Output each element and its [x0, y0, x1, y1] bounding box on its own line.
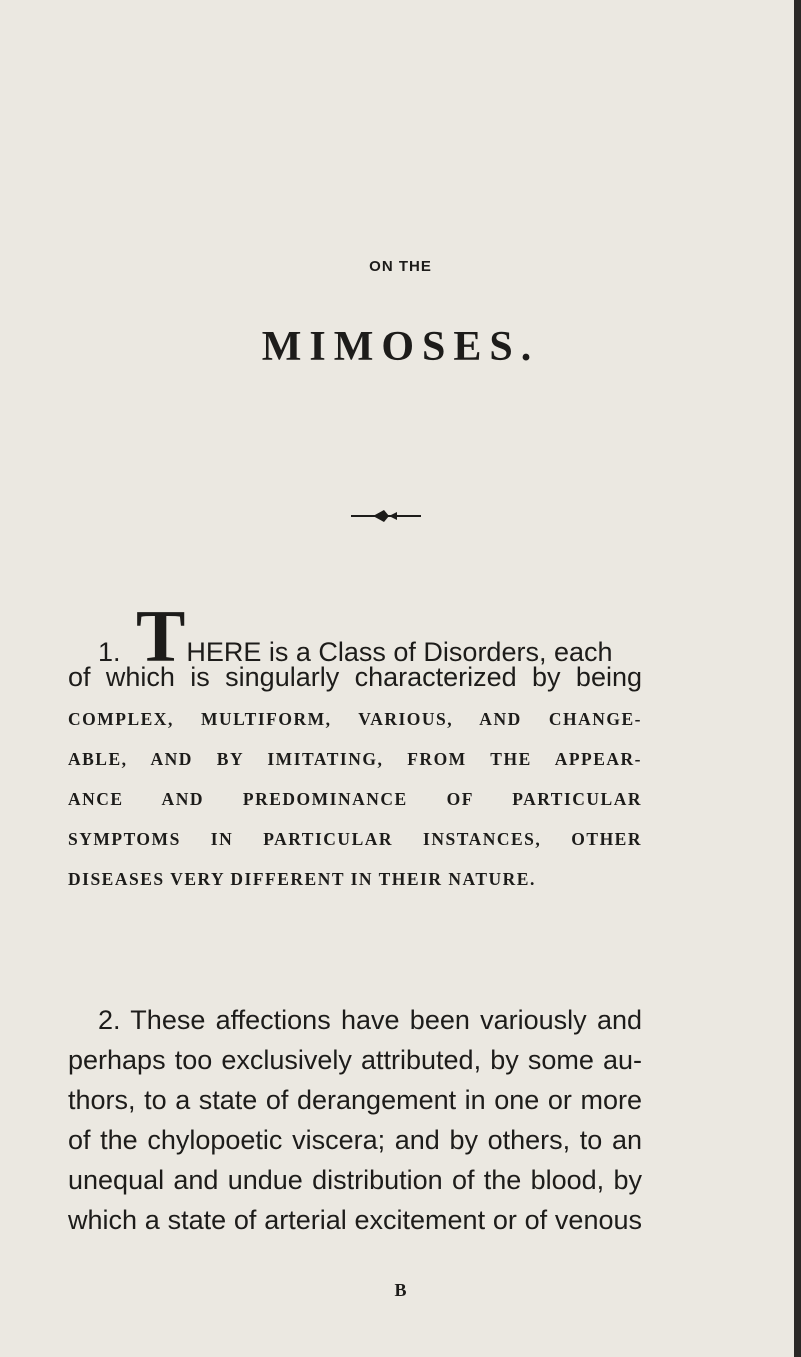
body-line: of the chylopoetic viscera; and by others, to an: [68, 1125, 642, 1155]
caps-line: SYMPTOMS IN PARTICULAR INSTANCES, OTHER: [68, 829, 642, 849]
body-line: perhaps too exclusively attributed, by some au-: [68, 1045, 642, 1075]
page-edge-shadow: [794, 0, 801, 1357]
caps-line: COMPLEX, MULTIFORM, VARIOUS, AND CHANGE-: [68, 709, 642, 729]
heading-prefix: ON THE: [369, 258, 432, 275]
paragraph-number: 1.: [98, 637, 121, 667]
caps-line: DISEASES VERY DIFFERENT IN THEIR NATURE.: [68, 869, 536, 889]
body-line: thors, to a state of derangement in one or more: [68, 1085, 642, 1115]
paragraph-1-second-line: of which is singularly characterized by being: [68, 662, 642, 692]
page-title: MIMOSES.: [261, 324, 540, 370]
paragraph-2: [68, 1000, 642, 1240]
signature-mark: B: [394, 1280, 407, 1300]
body-line: unequal and undue distribution of the blood, by: [68, 1165, 642, 1195]
drop-cap: T: [136, 596, 186, 678]
paragraph-1: [68, 596, 642, 899]
first-line-text: HERE is a Class of Disorders, each: [186, 637, 613, 667]
caps-line: ABLE, AND BY IMITATING, FROM THE APPEAR-: [68, 749, 642, 769]
small-caps-block: [68, 699, 642, 899]
body-line: which a state of arterial excitement or of venous: [68, 1205, 642, 1235]
printer-ornament-icon: [351, 508, 421, 524]
caps-line: ANCE AND PREDOMINANCE OF PARTICULAR: [68, 789, 642, 809]
body-line: 2. These affections have been variously and: [98, 1005, 642, 1035]
